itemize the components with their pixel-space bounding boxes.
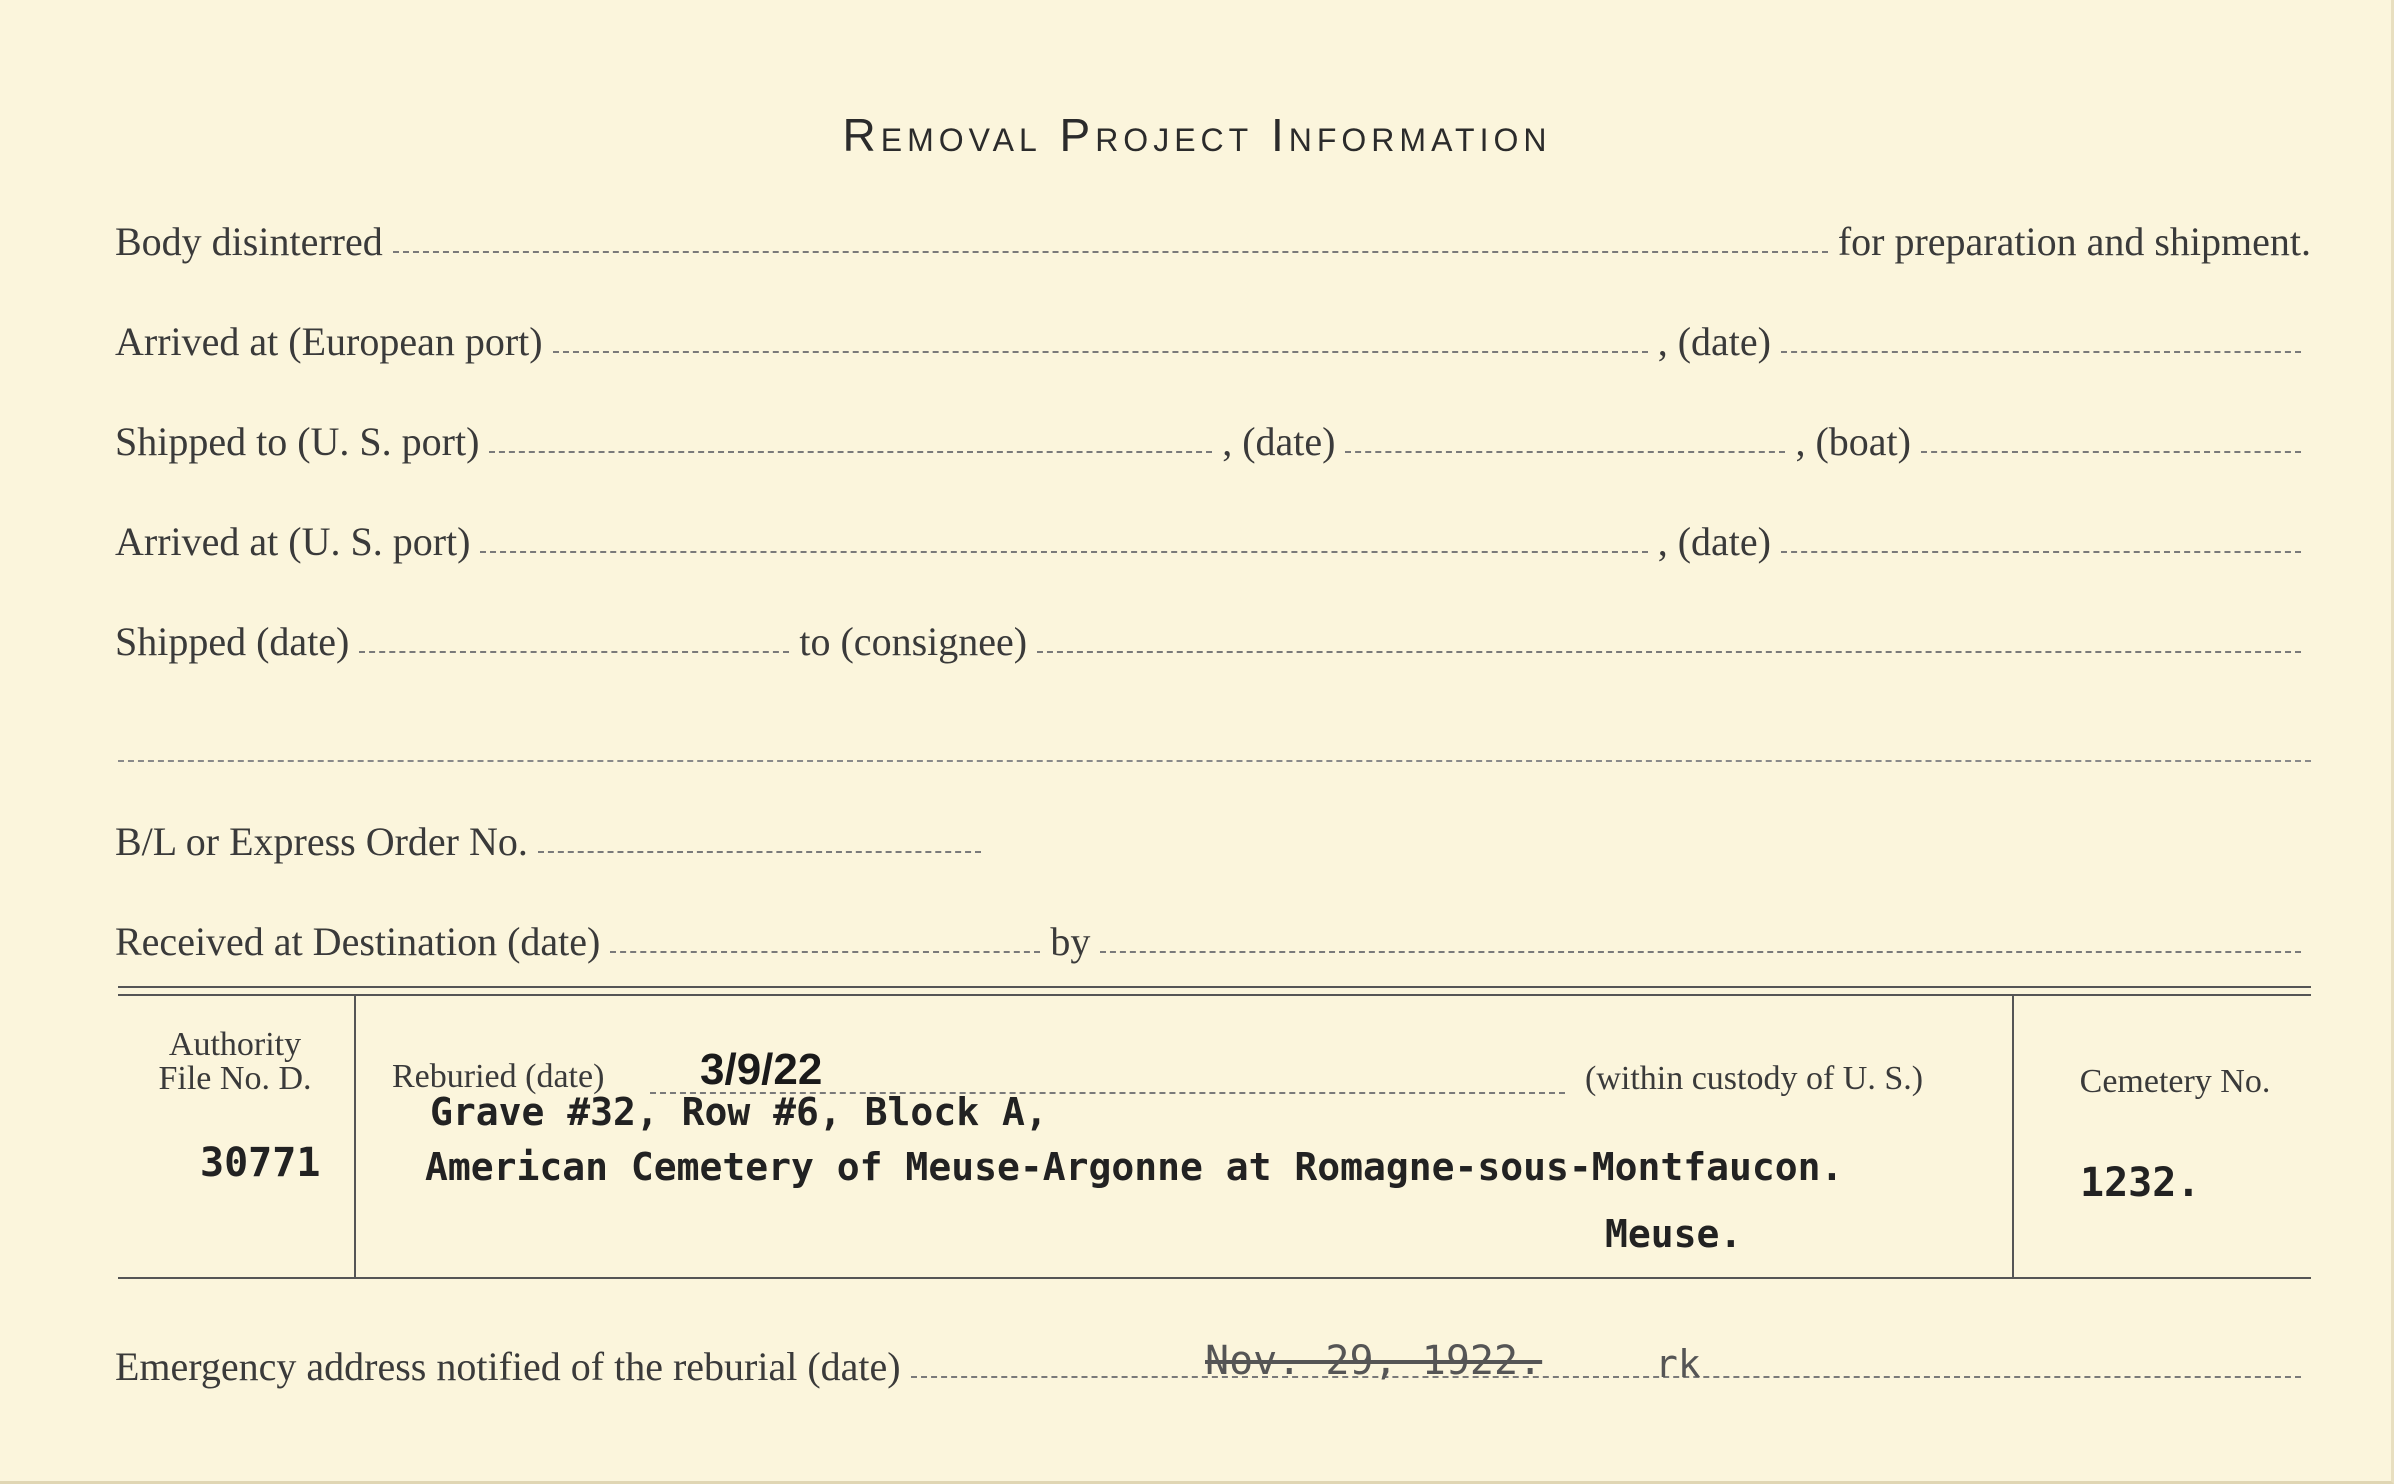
field-date-2[interactable] [1345, 451, 1785, 453]
table-divider-left [354, 996, 356, 1277]
authority-label-line1: Authority [168, 1026, 302, 1063]
label-date-3: , (date) [1657, 519, 1771, 564]
label-date-1: , (date) [1657, 319, 1771, 364]
row-shipped-to [115, 405, 2311, 465]
label-for-preparation: for preparation and shipment. [1837, 219, 2311, 264]
label-boat: , (boat) [1795, 419, 1911, 464]
label-shipped-to: Shipped to (U. S. port) [115, 419, 480, 464]
row-arrived-european [115, 305, 2311, 365]
label-by: by [1050, 919, 1091, 964]
cemetery-number: 1232. [2080, 1160, 2201, 1206]
field-bl-order[interactable] [538, 851, 981, 853]
field-consignee-continued[interactable] [118, 760, 2311, 762]
row-body-disinterred [115, 205, 2311, 265]
table-divider-right [2012, 996, 2014, 1277]
label-arrived-european: Arrived at (European port) [115, 319, 543, 364]
custody-label: (within custody of U. S.) [1585, 1060, 1924, 1097]
field-us-port[interactable] [489, 451, 1212, 453]
file-number: 30771 [200, 1140, 321, 1186]
field-shipped-date[interactable] [359, 651, 789, 653]
field-european-port[interactable] [553, 351, 1648, 353]
label-shipped-date: Shipped (date) [115, 619, 350, 664]
row-received [115, 905, 2311, 965]
cemetery-name: American Cemetery of Meuse-Argonne at Romagne-sous-Montfaucon. [425, 1145, 1844, 1189]
clerk-initials: rk [1655, 1342, 1701, 1386]
field-arrived-us-port[interactable] [480, 551, 1647, 553]
field-date-1[interactable] [1781, 351, 2301, 353]
card-title: Removal Project Information [842, 109, 1552, 161]
label-received: Received at Destination (date) [115, 919, 601, 964]
label-date-2: , (date) [1222, 419, 1336, 464]
grave-location: Grave #32, Row #6, Block A, [430, 1090, 1048, 1134]
field-date-3[interactable] [1781, 551, 2301, 553]
row-arrived-us [115, 505, 2311, 565]
field-received-date[interactable] [610, 951, 1040, 953]
department-name: Meuse. [1605, 1212, 1743, 1256]
reburied-date: 3/9/22 [700, 1045, 823, 1094]
cemetery-no-label: Cemetery No. [2079, 1063, 2271, 1100]
field-consignee[interactable] [1037, 651, 2301, 653]
label-bl-order: B/L or Express Order No. [115, 819, 528, 864]
table-top-rule-2 [118, 994, 2311, 996]
label-emergency: Emergency address notified of the reburial (date) [115, 1344, 901, 1389]
table-bottom-rule [118, 1277, 2311, 1279]
table-top-rule [118, 986, 2311, 988]
field-received-by[interactable] [1100, 951, 2301, 953]
reburied-label: Reburied (date) [392, 1058, 605, 1095]
emergency-date-value: Nov. 29, 1922. [1205, 1338, 1543, 1384]
authority-label [125, 1028, 345, 1096]
field-body-disinterred[interactable] [393, 251, 1828, 253]
label-body-disinterred: Body disinterred [115, 219, 383, 264]
field-boat[interactable] [1921, 451, 2301, 453]
label-arrived-us: Arrived at (U. S. port) [115, 519, 471, 564]
authority-label-line2: File No. D. [158, 1060, 312, 1097]
row-shipped-date [115, 605, 2311, 665]
field-emergency-date[interactable] [911, 1376, 2301, 1378]
row-bl-order [115, 805, 991, 865]
label-to-consignee: to (consignee) [799, 619, 1028, 664]
